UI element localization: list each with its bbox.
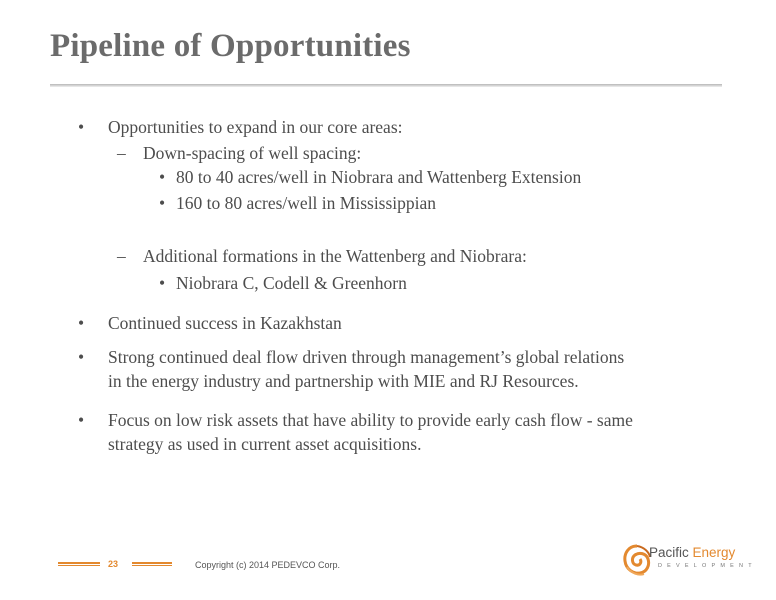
bullet-text-deal-flow-line1: Strong continued deal flow driven through management’s global relations xyxy=(108,347,625,367)
slide-title: Pipeline of Opportunities xyxy=(50,28,411,64)
bullet-text-low-risk-line1: Focus on low risk assets that have ability to provide early cash flow - same xyxy=(108,410,633,430)
bullet-text-niobrara-c: Niobrara C, Codell & Greenhorn xyxy=(176,273,407,293)
footer-rule-right xyxy=(132,562,172,566)
logo-name-energy: Energy xyxy=(692,545,736,560)
page-number: 23 xyxy=(108,559,119,569)
company-logo xyxy=(622,541,757,581)
bullet-marker: • xyxy=(78,117,85,137)
bullet-text-additional-formations: Additional formations in the Wattenberg and Niobrara: xyxy=(143,246,527,266)
nautilus-shell-icon xyxy=(622,543,652,577)
logo-name-pacific: Pacific xyxy=(649,545,689,560)
bullet-marker: • xyxy=(159,273,166,293)
bullet-marker: • xyxy=(78,347,85,367)
dash-marker: – xyxy=(117,143,126,163)
bullet-text-low-risk-line2: strategy as used in current asset acquisitions. xyxy=(108,434,422,454)
bullet-text-down-spacing: Down-spacing of well spacing: xyxy=(143,143,362,163)
bullet-text-kazakhstan: Continued success in Kazakhstan xyxy=(108,313,342,333)
bullet-text-core-areas: Opportunities to expand in our core areas: xyxy=(108,117,403,137)
bullet-text-mississippian: 160 to 80 acres/well in Mississippian xyxy=(176,193,437,213)
bullet-marker: • xyxy=(78,313,85,333)
bullet-marker: • xyxy=(159,167,166,187)
bullet-text-niobrara-wattenberg: 80 to 40 acres/well in Niobrara and Wattenberg Extension xyxy=(176,167,582,187)
logo-name xyxy=(649,545,735,560)
copyright-text: Copyright (c) 2014 PEDEVCO Corp. xyxy=(195,560,341,570)
bullet-text-deal-flow-line2: in the energy industry and partnership with MIE and RJ Resources. xyxy=(108,371,579,391)
dash-marker: – xyxy=(117,246,126,266)
footer-rule-left xyxy=(58,562,100,566)
logo-tagline: DEVELOPMENT xyxy=(658,563,757,569)
bullet-marker: • xyxy=(159,193,166,213)
bullet-marker: • xyxy=(78,410,85,430)
